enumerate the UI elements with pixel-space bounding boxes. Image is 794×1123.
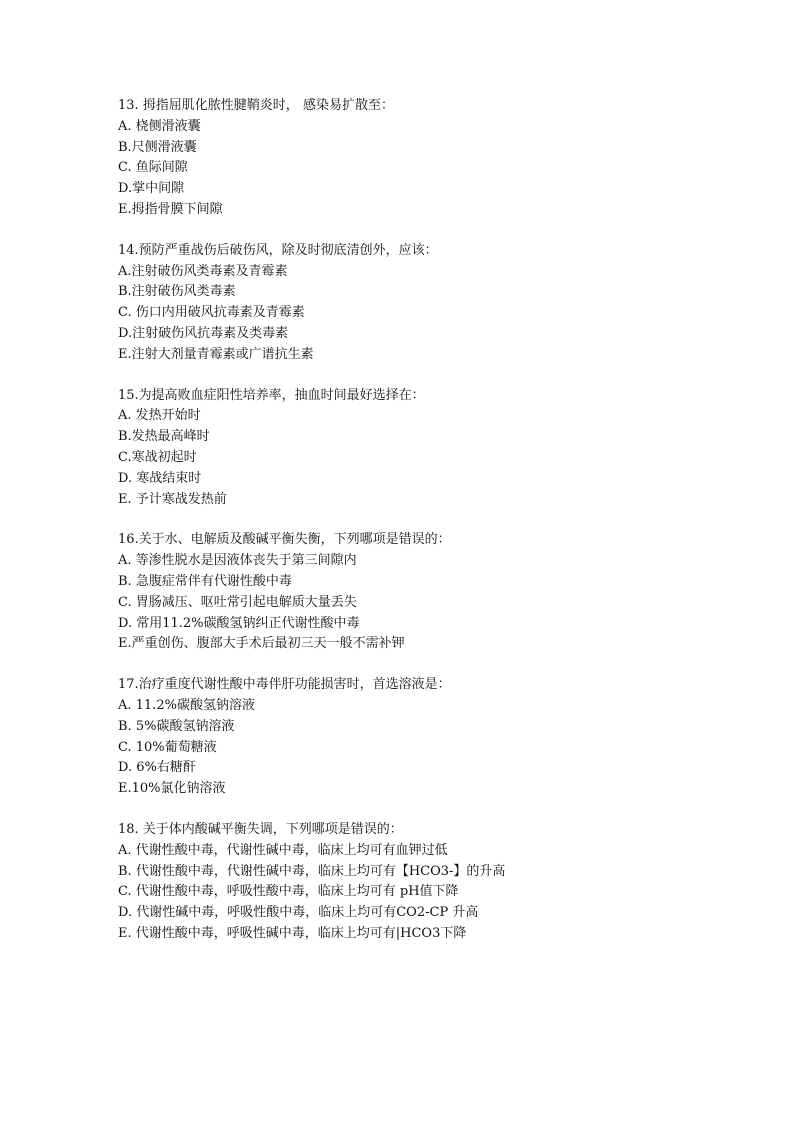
option-e: E. 予计寒战发热前 <box>118 491 227 507</box>
option-d: D. 代谢性碱中毒，呼吸性酸中毒，临床上均可有CO2-CP 升高 <box>118 905 479 921</box>
option-c: C.寒战初起时 <box>118 449 197 465</box>
question-stem: 16.关于水、电解质及酸碱平衡失衡，下列哪项是错误的： <box>118 532 451 548</box>
option-d: D. 寒战结束时 <box>118 470 202 486</box>
option-d: D.掌中间隙 <box>118 181 185 197</box>
question-stem: 15.为提高败血症阳性培养率，抽血时间最好选择在： <box>118 387 425 403</box>
option-a: A. 代谢性酸中毒，代谢性碱中毒，临床上均可有血钾过低 <box>118 842 448 858</box>
question-13 <box>118 96 758 221</box>
option-b: B. 代谢性酸中毒，代谢性碱中毒，临床上均可有【HCO3-】的升高 <box>118 863 506 879</box>
question-14 <box>118 241 758 366</box>
option-c: C. 10%葡萄糖液 <box>118 739 217 755</box>
option-b: B.注射破伤风类毒素 <box>118 284 236 300</box>
option-a: A. 发热开始时 <box>118 408 201 424</box>
question-list <box>118 96 758 965</box>
option-a: A. 11.2%碳酸氢钠溶液 <box>118 697 255 713</box>
question-18 <box>118 820 758 945</box>
question-stem: 18. 关于体内酸碱平衡失调，下列哪项是错误的： <box>118 821 403 837</box>
option-a: A. 桡侧滑液囊 <box>118 118 201 134</box>
option-c: C. 鱼际间隙 <box>118 160 188 176</box>
option-e: E.拇指骨膜下间隙 <box>118 201 223 217</box>
question-stem: 14.预防严重战伤后破伤风，除及时彻底清创外，应该： <box>118 242 438 258</box>
question-16 <box>118 530 758 655</box>
option-d: D. 6%右糖酐 <box>118 760 196 776</box>
option-e: E.10%氯化钠溶液 <box>118 781 226 797</box>
option-d: D.注射破伤风抗毒素及类毒素 <box>118 325 289 341</box>
option-b: B.尺侧滑液囊 <box>118 139 197 155</box>
option-c: C. 伤口内用破风抗毒素及青霉素 <box>118 305 305 321</box>
option-a: A.注射破伤风类毒素及青霉素 <box>118 263 288 279</box>
option-e: E.注射大剂量青霉素或广谱抗生素 <box>118 346 314 362</box>
option-c: C. 代谢性酸中毒，呼吸性酸中毒，临床上均可有 pH值下降 <box>118 884 459 900</box>
question-17 <box>118 675 758 800</box>
option-b: B. 5%碳酸氢钠溶液 <box>118 718 235 734</box>
option-e: E. 代谢性酸中毒，呼吸性碱中毒，临床上均可有|HCO3下降 <box>118 925 467 941</box>
option-b: B.发热最高峰时 <box>118 429 210 445</box>
option-d: D. 常用11.2%碳酸氢钠纠正代谢性酸中毒 <box>118 615 360 631</box>
question-stem: 13. 拇指屈肌化脓性腱鞘炎时， 感染易扩散至： <box>118 98 394 113</box>
question-stem: 17.治疗重度代谢性酸中毒伴肝功能损害时，首选溶液是： <box>118 677 451 693</box>
question-15 <box>118 386 758 511</box>
option-c: C. 胃肠减压、呕吐常引起电解质大量丢失 <box>118 594 357 610</box>
option-e: E.严重创伤、腹部大手术后最初三天一般不需补钾 <box>118 636 405 652</box>
option-a: A. 等渗性脱水是因液体丧失于第三间隙内 <box>118 553 357 569</box>
option-b: B. 急腹症常伴有代谢性酸中毒 <box>118 573 292 589</box>
